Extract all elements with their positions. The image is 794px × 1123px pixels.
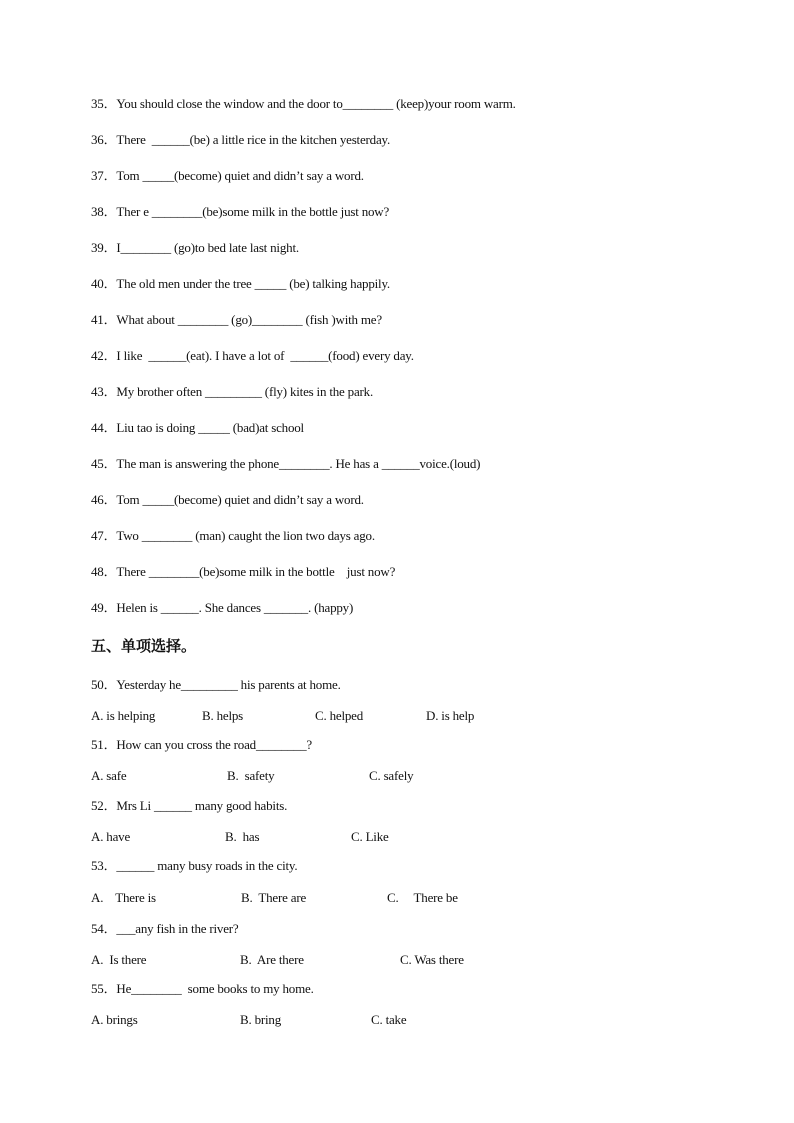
question-49: 49．Helen is ______. She dances _______. (happy) — [91, 600, 354, 615]
question-50: 50．Yesterday he_________ his parents at home. — [91, 677, 341, 692]
question-44: 44．Liu tao is doing _____ (bad)at school — [91, 420, 304, 435]
question-55: 55．He________ some books to my home. — [91, 981, 314, 996]
option-a: A. safe — [91, 768, 127, 783]
option-c: C. Like — [351, 829, 389, 844]
question-46: 46．Tom _____(become) quiet and didn’t say a word. — [91, 492, 364, 507]
question-43: 43．My brother often _________ (fly) kites in the park. — [91, 384, 374, 399]
section-heading: 五、单项选择。 — [91, 637, 197, 655]
option-a: A. is helping — [91, 708, 156, 723]
question-35: 35．You should close the window and the door to________ (keep)your room warm. — [91, 96, 516, 111]
question-38: 38．Ther e ________(be)some milk in the bottle just now? — [91, 204, 390, 219]
option-a: A. have — [91, 829, 131, 844]
option-c: C. safely — [369, 768, 414, 783]
option-b: B. has — [225, 829, 260, 844]
question-36: 36．There ______(be) a little rice in the kitchen yesterday. — [91, 132, 391, 147]
option-b: B. Are there — [240, 952, 304, 967]
option-a: A. Is there — [91, 952, 147, 967]
question-39: 39．I________ (go)to bed late last night. — [91, 240, 299, 255]
question-37: 37．Tom _____(become) quiet and didn’t say a word. — [91, 168, 364, 183]
option-b: B. helps — [202, 708, 244, 723]
question-40: 40．The old men under the tree _____ (be) talking happily. — [91, 276, 390, 291]
option-b: B. safety — [227, 768, 275, 783]
option-c: C. take — [371, 1012, 407, 1027]
option-c: C. Was there — [400, 952, 464, 967]
question-42: 42．I like ______(eat). I have a lot of ______(food) every day. — [91, 348, 414, 363]
option-c: C. There be — [387, 890, 458, 905]
question-52: 52．Mrs Li ______ many good habits. — [91, 798, 288, 813]
option-a: A. There is — [91, 890, 156, 905]
option-b: B. bring — [240, 1012, 282, 1027]
question-51: 51．How can you cross the road________? — [91, 737, 312, 752]
question-47: 47．Two ________ (man) caught the lion two days ago. — [91, 528, 375, 543]
question-48: 48．There ________(be)some milk in the bottle just now? — [91, 564, 396, 579]
question-45: 45．The man is answering the phone________. He has a ______voice.(loud) — [91, 456, 481, 471]
question-41: 41．What about ________ (go)________ (fish )with me? — [91, 312, 382, 327]
question-54: 54．___any fish in the river? — [91, 921, 239, 936]
option-b: B. There are — [241, 890, 307, 905]
question-53: 53．______ many busy roads in the city. — [91, 858, 298, 873]
option-a: A. brings — [91, 1012, 138, 1027]
option-c: C. helped — [315, 708, 364, 723]
option-d: D. is help — [426, 708, 475, 723]
